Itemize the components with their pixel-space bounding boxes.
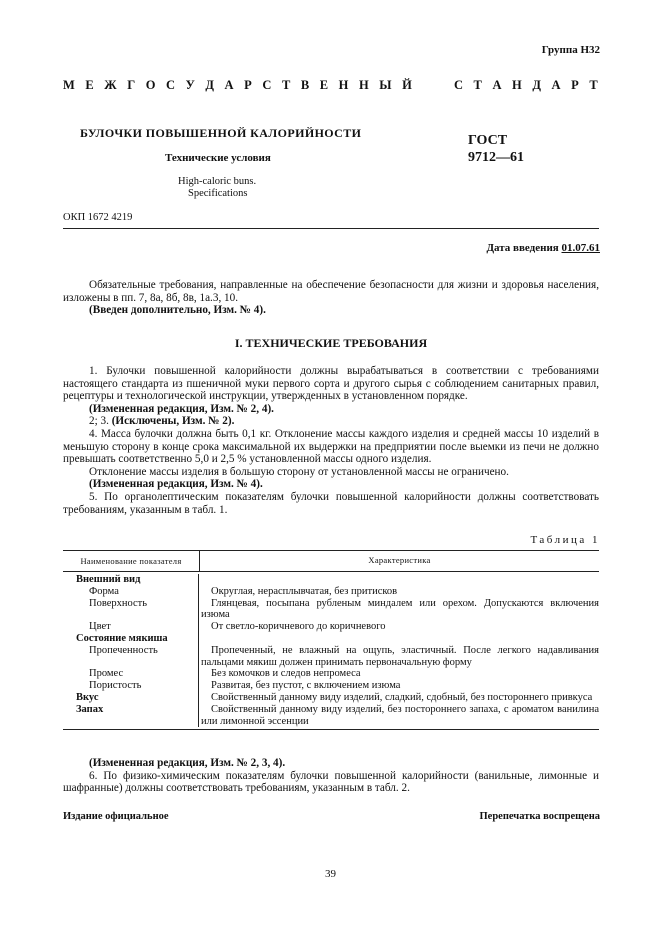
banner-letter: А (492, 78, 503, 92)
document-subtitle: Технические условия (165, 152, 271, 164)
banner-letter: Р (571, 78, 580, 92)
clause-2-3-note: (Исключены, Изм. № 2). (111, 415, 235, 428)
indicator-value-text: Без комочков и следов непромеса (211, 668, 361, 680)
table-row (63, 574, 599, 586)
indicator-name: Запах (63, 704, 199, 728)
clause-2-3 (63, 415, 599, 428)
indicator-value (199, 621, 599, 633)
requirements-block (63, 365, 599, 516)
table-body (63, 572, 599, 730)
clause-6: 6. По физико-химическим показателям булочки повышенной калорийности (ванильные, лимонные и шафранные) должны соответствовать требованиям, указанным в табл. 2. (63, 769, 599, 795)
group-code: Группа Н32 (541, 44, 600, 56)
indicator-value (199, 574, 599, 586)
column-header-indicator: Наименование показателя (63, 551, 200, 571)
banner-letter: Т (281, 78, 292, 92)
indicator-value-text: Округлая, нерасплывчатая, без притисков (211, 585, 398, 597)
intro-block (63, 279, 599, 317)
clause-4: 4. Масса булочки должна быть 0,1 кг. Отклонение массы каждого изделия и средней массы 10 изделий в меньшую сторону в конце срока максимальной их выдержки на предприятии после выемки из печи не должно превышать соответственно 5,0 и 2,5 % установленной массы одного изделия. (63, 427, 599, 466)
interstate-standard-banner (63, 78, 599, 93)
gost-label: ГОСТ (468, 133, 508, 148)
indicator-name: Поверхность (63, 598, 199, 622)
page-number: 39 (325, 868, 336, 880)
banner-letter: С (262, 78, 273, 92)
banner-letter: Ж (104, 78, 118, 92)
intro-note: (Введен дополнительно, Изм. № 4). (89, 304, 266, 317)
banner-letter: Й (402, 78, 413, 92)
table-row (63, 598, 599, 622)
banner-letter: Н (338, 78, 350, 92)
banner-letter: С (166, 78, 177, 92)
indicator-value-text: Свойственный данному виду изделий, сладкий, сдобный, без постороннего привкуса (211, 691, 593, 703)
banner-letter: Н (358, 78, 370, 92)
banner-letter: Т (589, 78, 599, 92)
banner-letter: А (551, 78, 562, 92)
indicator-value-text: Развитая, без пустот, с включением изюма (211, 680, 401, 692)
banner-letter: С (453, 78, 464, 92)
indicator-value-text: Свойственный данному виду изделий, без постороннего запаха, с ароматом ванилина или лимонной эссенции (201, 703, 599, 727)
official-edition: Издание официальное (63, 811, 169, 822)
banner-letter: Д (205, 78, 215, 92)
banner-letter: Г (127, 78, 137, 92)
header-divider (63, 228, 599, 229)
banner-letter: Н (512, 78, 523, 92)
document-title: БУЛОЧКИ ПОВЫШЕННОЙ КАЛОРИЙНОСТИ (80, 126, 362, 140)
banner-letter: У (185, 78, 196, 92)
indicator-value-text: Пропеченный, не влажный на ощупь, эластичный. После легкого надавливания пальцами мякиш должен принимать первоначальную форму (201, 644, 599, 668)
effective-date (486, 242, 600, 254)
table-row (63, 621, 599, 633)
indicator-name: Форма (63, 586, 199, 598)
clause-1-note: (Измененная редакция, Изм. № 2, 4). (89, 402, 274, 415)
banner-letter: М (63, 78, 76, 92)
table-row (63, 680, 599, 692)
banner-letter: Р (244, 78, 253, 92)
okp-code: ОКП 1672 4219 (63, 212, 133, 223)
banner-word-gap (422, 78, 444, 93)
table-row (63, 645, 599, 669)
clause-1: 1. Булочки повышенной калорийности должны вырабатываться в соответствии с требованиями настоящего стандарта из пшеничной муки первого сорта и другого сырья с соблюдением санитарных правил, рецептуры и технологической инструкции, утвержденных в установленном порядке. (63, 365, 599, 403)
indicator-value (199, 680, 599, 692)
after-table-block (63, 757, 599, 795)
indicator-value (199, 586, 599, 598)
indicator-name: Цвет (63, 621, 199, 633)
banner-letter: Е (85, 78, 95, 92)
indicator-name: Пропеченность (63, 645, 199, 669)
clause-5: 5. По органолептическим показателям булочки повышенной калорийности должны соответствовать требованиям, указанным в табл. 1. (63, 490, 599, 516)
effective-date-value: 01.07.61 (561, 242, 600, 254)
organoleptic-table (63, 550, 599, 730)
table-row (63, 704, 599, 728)
banner-letter: О (145, 78, 157, 92)
effective-date-label: Дата введения (486, 242, 559, 254)
clause-2-3-prefix: 2; 3. (89, 415, 109, 428)
english-title-line2: Specifications (188, 188, 248, 199)
indicator-value (199, 668, 599, 680)
english-title-line1: High-caloric buns. (178, 176, 257, 187)
indicator-name: Состояние мякиша (63, 633, 199, 645)
banner-letter: Д (532, 78, 542, 92)
table-row (63, 586, 599, 598)
intro-text: Обязательные требования, направленные на обеспечение безопасности для жизни и здоровья населения, изложены в пп. 7, 8а, 8б, 8в, 1а.3, 10. (63, 279, 599, 304)
indicator-value (199, 633, 599, 645)
table-caption: Таблица 1 (530, 534, 600, 546)
indicator-name: Пористость (63, 680, 199, 692)
gost-number: 9712—61 (468, 150, 524, 165)
indicator-value (199, 645, 599, 669)
table-row (63, 633, 599, 645)
column-header-characteristic: Характеристика (368, 555, 431, 566)
banner-letter: В (300, 78, 311, 92)
indicator-name: Промес (63, 668, 199, 680)
table-header (63, 550, 599, 572)
indicator-value-text: От светло-коричневого до коричневого (211, 621, 386, 633)
banner-letter: А (224, 78, 235, 92)
gost-designation (468, 132, 524, 166)
indicator-name: Внешний вид (63, 574, 199, 586)
indicator-value-text: Глянцевая, посыпана рубленым миндалем или орехом. Допускаются включения изюма (201, 597, 599, 621)
banner-letter: Ы (379, 78, 393, 92)
clause-4-extra: Отклонение массы изделия в большую сторону от установленной массы не ограничено. (89, 465, 509, 478)
section-title: I. ТЕХНИЧЕСКИЕ ТРЕБОВАНИЯ (234, 336, 428, 350)
indicator-value (199, 598, 599, 622)
clause-4-note: (Измененная редакция, Изм. № 4). (89, 478, 263, 491)
indicator-value (199, 692, 599, 704)
table-row (63, 668, 599, 680)
indicator-value (199, 704, 599, 728)
table-note: (Измененная редакция, Изм. № 2, 3, 4). (89, 757, 286, 769)
indicator-name: Вкус (63, 692, 199, 704)
banner-letter: Т (473, 78, 483, 92)
banner-letter: Е (319, 78, 330, 92)
reprint-prohibited: Перепечатка воспрещена (479, 811, 600, 822)
table-row (63, 692, 599, 704)
